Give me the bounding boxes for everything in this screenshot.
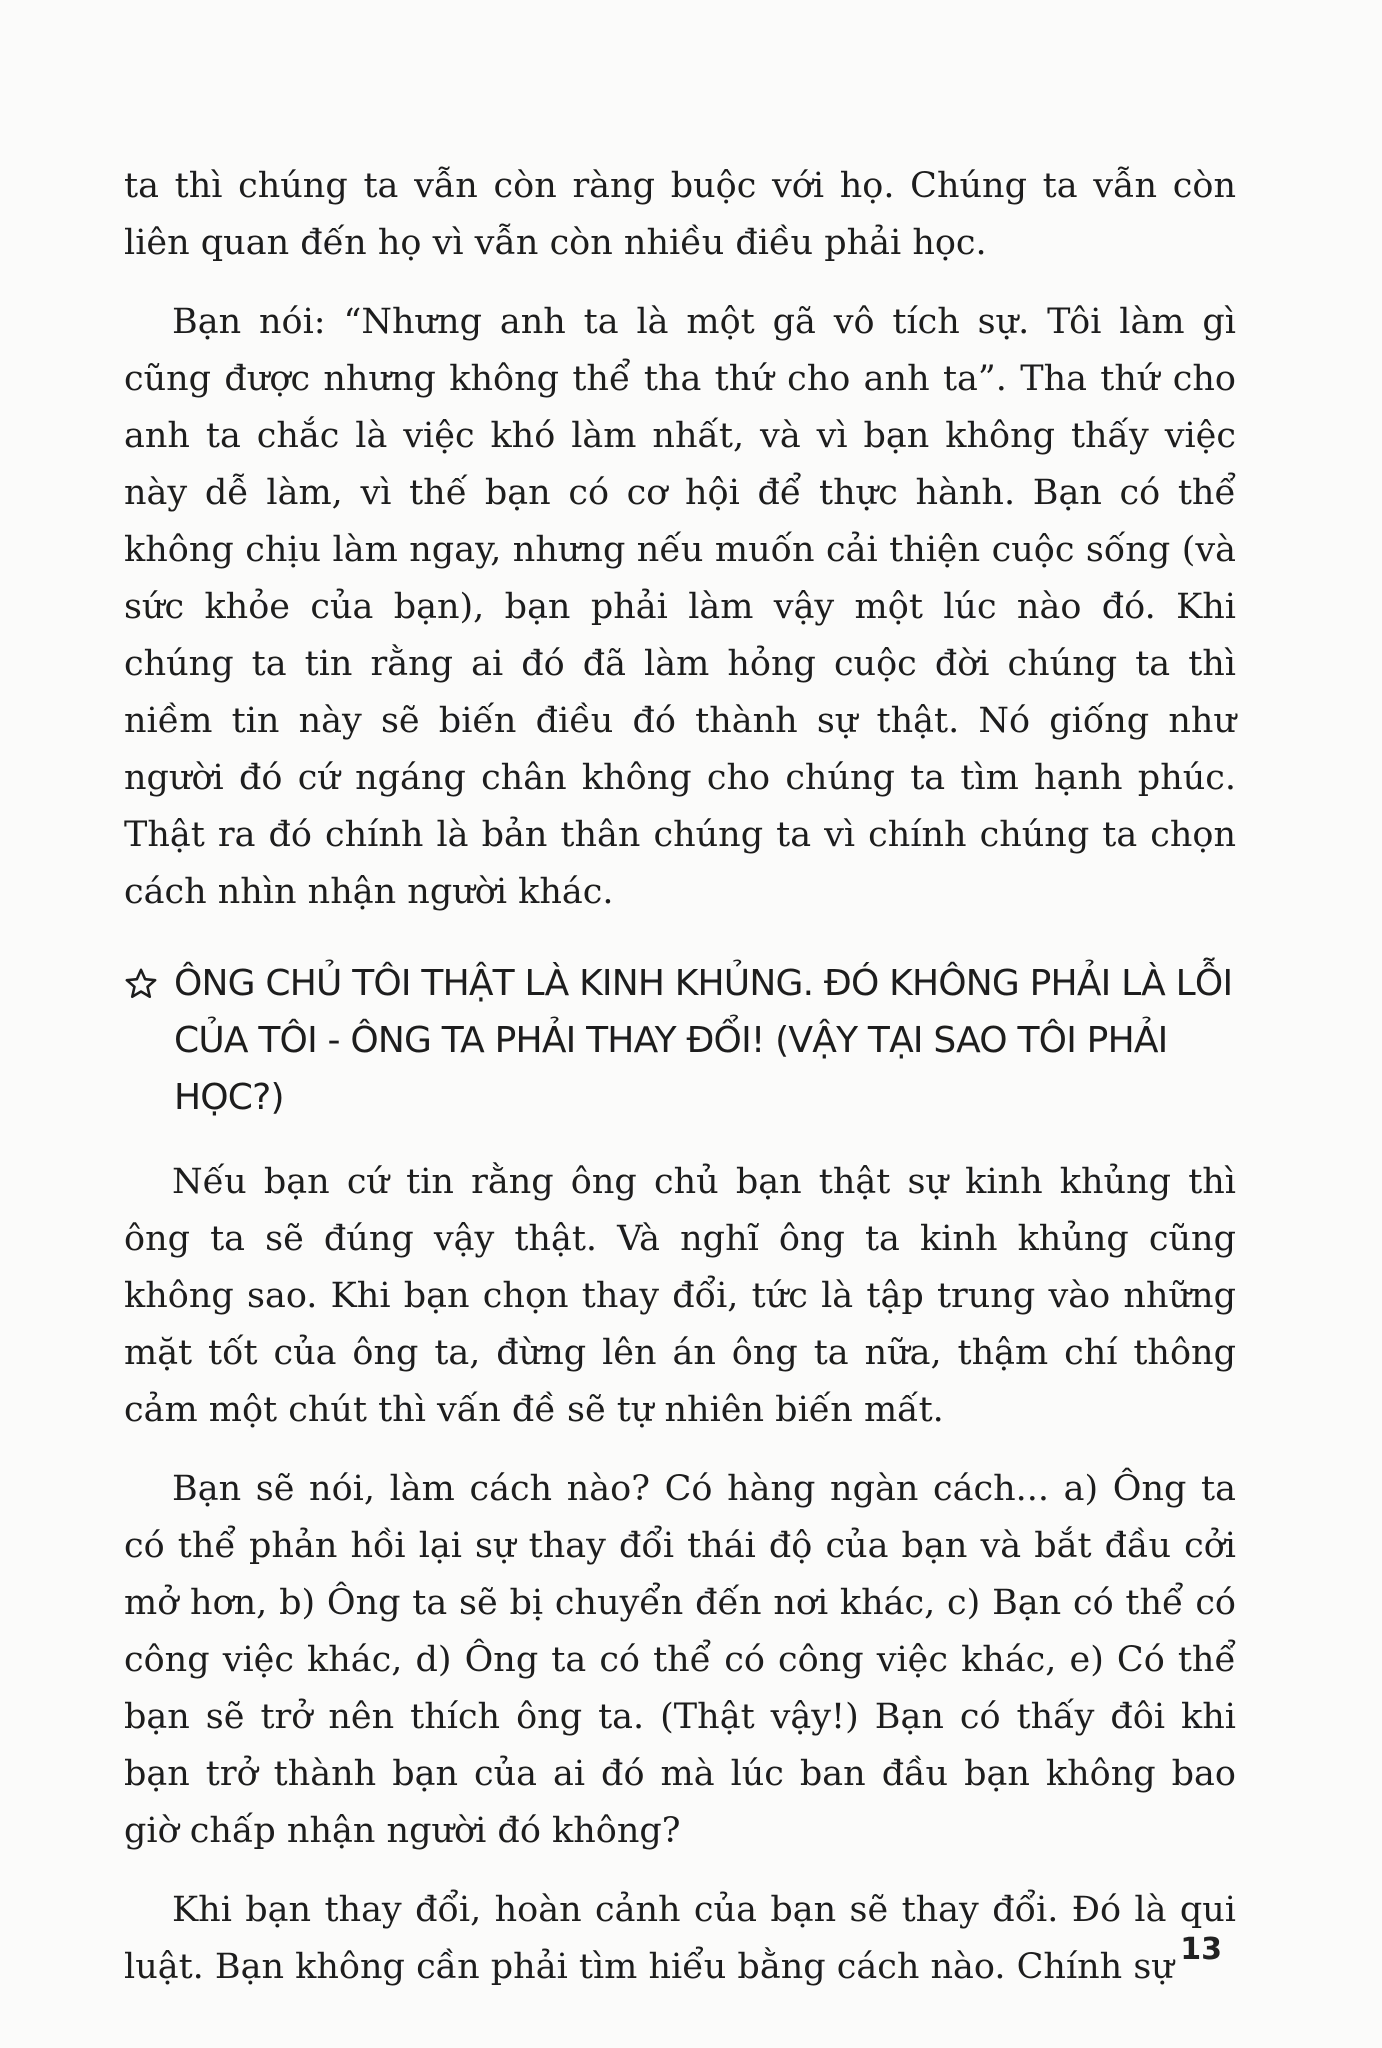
section-heading-text: ÔNG CHỦ TÔI THẬT LÀ KINH KHỦNG. ĐÓ KHÔNG PHẢI LÀ LỖI CỦA TÔI - ÔNG TA PHẢI THAY ĐỔI! (VẬY TẠI SAO TÔI PHẢI HỌC?) xyxy=(174,963,1233,1118)
paragraph-forgiveness: Bạn nói: “Nhưng anh ta là một gã vô tích sự. Tôi làm gì cũng được nhưng không thể tha thứ cho anh ta”. Tha thứ cho anh ta chắc là việc khó làm nhất, và vì bạn không thấy việc này dễ làm, vì thế bạn có cơ hội để thực hành. Bạn có thể không chịu làm ngay, nhưng nếu muốn cải thiện cuộc sống (và sức khỏe của bạn), bạn phải làm vậy một lúc nào đó. Khi chúng ta tin rằng ai đó đã làm hỏng cuộc đời chúng ta thì niềm tin này sẽ biến điều đó thành sự thật. Nó giống như người đó cứ ngáng chân không cho chúng ta tìm hạnh phúc. Thật ra đó chính là bản thân chúng ta vì chính chúng ta chọn cách nhìn nhận người khác. xyxy=(124,302,1236,912)
paragraph-ways-to-change: Bạn sẽ nói, làm cách nào? Có hàng ngàn cách... a) Ông ta có thể phản hồi lại sự thay đổi thái độ của bạn và bắt đầu cởi mở hơn, b) Ông ta sẽ bị chuyển đến nơi khác, c) Bạn có thể có công việc khác, d) Ông ta có thể có công việc khác, e) Có thể bạn sẽ trở nên thích ông ta. (Thật vậy!) Bạn có thấy đôi khi bạn trở thành bạn của ai đó mà lúc ban đầu bạn không bao giờ chấp nhận người đó không? xyxy=(124,1469,1236,1851)
star-outline-icon xyxy=(124,967,158,1001)
section-heading xyxy=(124,955,1236,1126)
paragraph-boss-belief: Nếu bạn cứ tin rằng ông chủ bạn thật sự kinh khủng thì ông ta sẽ đúng vậy thật. Và nghĩ ông ta kinh khủng cũng không sao. Khi bạn chọn thay đổi, tức là tập trung vào những mặt tốt của ông ta, đừng lên án ông ta nữa, thậm chí thông cảm một chút thì vấn đề sẽ tự nhiên biến mất. xyxy=(124,1162,1236,1430)
paragraph-when-you-change: Khi bạn thay đổi, hoàn cảnh của bạn sẽ thay đổi. Đó là qui luật. Bạn không cần phải tìm hiểu bằng cách nào. Chính sự xyxy=(124,1890,1236,1987)
paragraph-continuation: ta thì chúng ta vẫn còn ràng buộc với họ. Chúng ta vẫn còn liên quan đến họ vì vẫn còn nhiều điều phải học. xyxy=(124,166,1236,263)
page-number: 13 xyxy=(1180,1932,1222,1967)
